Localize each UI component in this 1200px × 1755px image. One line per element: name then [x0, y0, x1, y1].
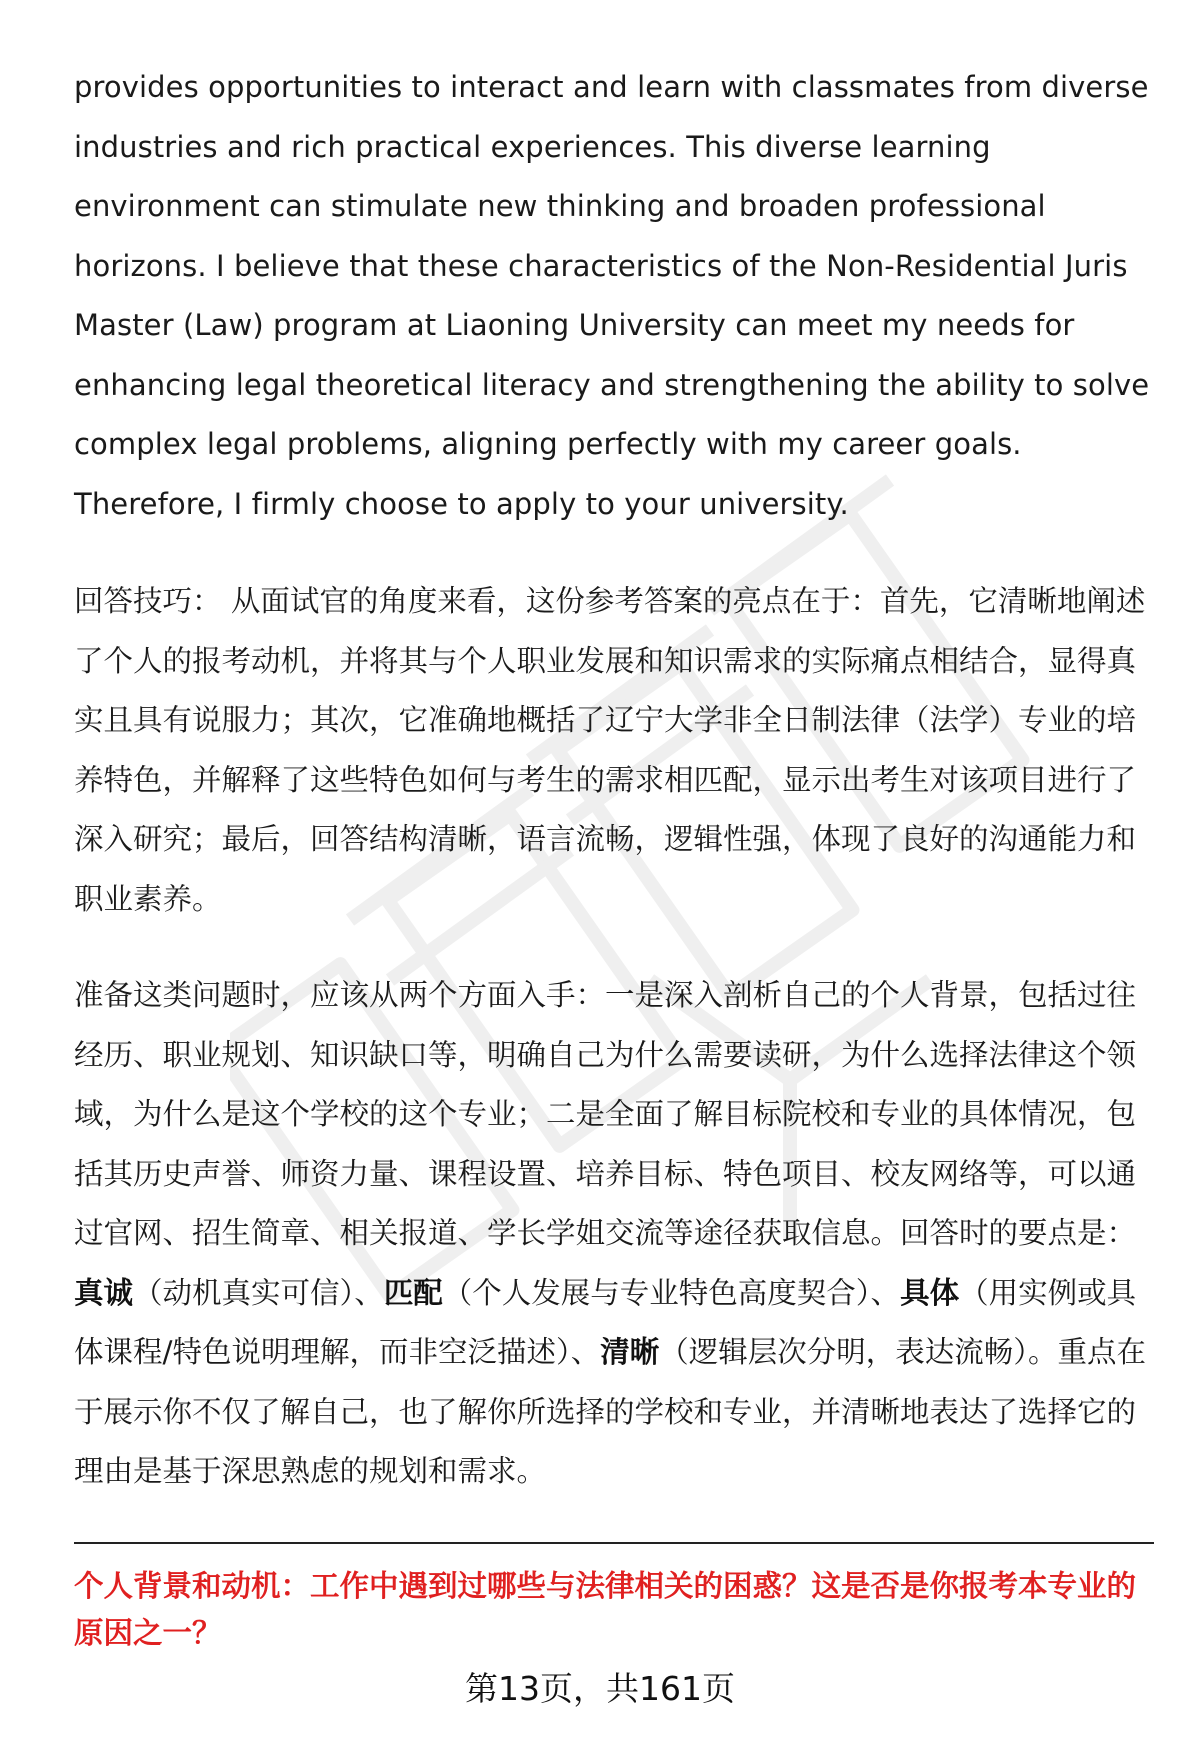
answer-english-paragraph: provides opportunities to interact and learn with classmates from diverse industries and rich practical experiences. This diverse learning environment can stimulate new thinking and broaden professional horizons. I believe that these characteristics of the Non-Residential Juris Master (Law) program at Liaoning University can meet my needs for enhancing legal theoretical literacy and strengthening the ability to solve complex legal problems, aligning perfectly with my career goals. Therefore, I firmly choose to apply to your university.: [74, 70, 1150, 521]
keyword-match: 匹配: [383, 1275, 443, 1310]
keyword-clear: 清晰: [600, 1335, 660, 1369]
prep-text-2: （动机真实可信）、: [133, 1275, 384, 1310]
document-body: [74, 58, 1154, 1502]
preparation-advice-paragraph: [74, 966, 1154, 1502]
section-divider: [74, 1542, 1154, 1544]
prep-text-3: （个人发展与专业特色高度契合）、: [442, 1275, 901, 1310]
prep-text-5: （逻辑层次分明，表达流畅）。重点在于展示你不仅了解自己，也了解你所选择的学校和专业，并清晰地表达了选择它的理由是基于深思熟虑的规划和需求。: [74, 1335, 1146, 1488]
answer-tips-paragraph: 回答技巧： 从面试官的角度来看，这份参考答案的亮点在于：首先，它清晰地阐述了个人的报考动机，并将其与个人职业发展和知识需求的实际痛点相结合，显得真实且具有说服力；其次，它准确地概括了辽宁大学非全日制法律（法学）专业的培养特色，并解释了这些特色如何与考生的需求相匹配，显示出考生对该项目进行了深入研究；最后，回答结构清晰，语言流畅，逻辑性强，体现了良好的沟通能力和职业素养。: [74, 584, 1146, 916]
prep-text-1: 准备这类问题时，应该从两个方面入手：一是深入剖析自己的个人背景，包括过往经历、职业规划、知识缺口等，明确自己为什么需要读研，为什么选择法律这个领域，为什么是这个学校的这个专业；二是全面了解目标院校和专业的具体情况，包括其历史声誉、师资力量、课程设置、培养目标、特色项目、校友网络等，可以通过官网、招生简章、相关报道、学长学姐交流等途径获取信息。回答时的要点是：: [74, 978, 1137, 1250]
next-question-heading: 个人背景和动机：工作中遇到过哪些与法律相关的困惑？这是否是你报考本专业的原因之一？: [74, 1569, 1137, 1650]
keyword-specific: 具体: [900, 1275, 960, 1310]
page-number-footer: 第13页，共161页: [465, 1669, 735, 1708]
prep-text-4: （用实例或具体课程/特色说明理解，而非空泛描述）、: [74, 1275, 1137, 1369]
keyword-sincere: 真诚: [74, 1275, 134, 1310]
